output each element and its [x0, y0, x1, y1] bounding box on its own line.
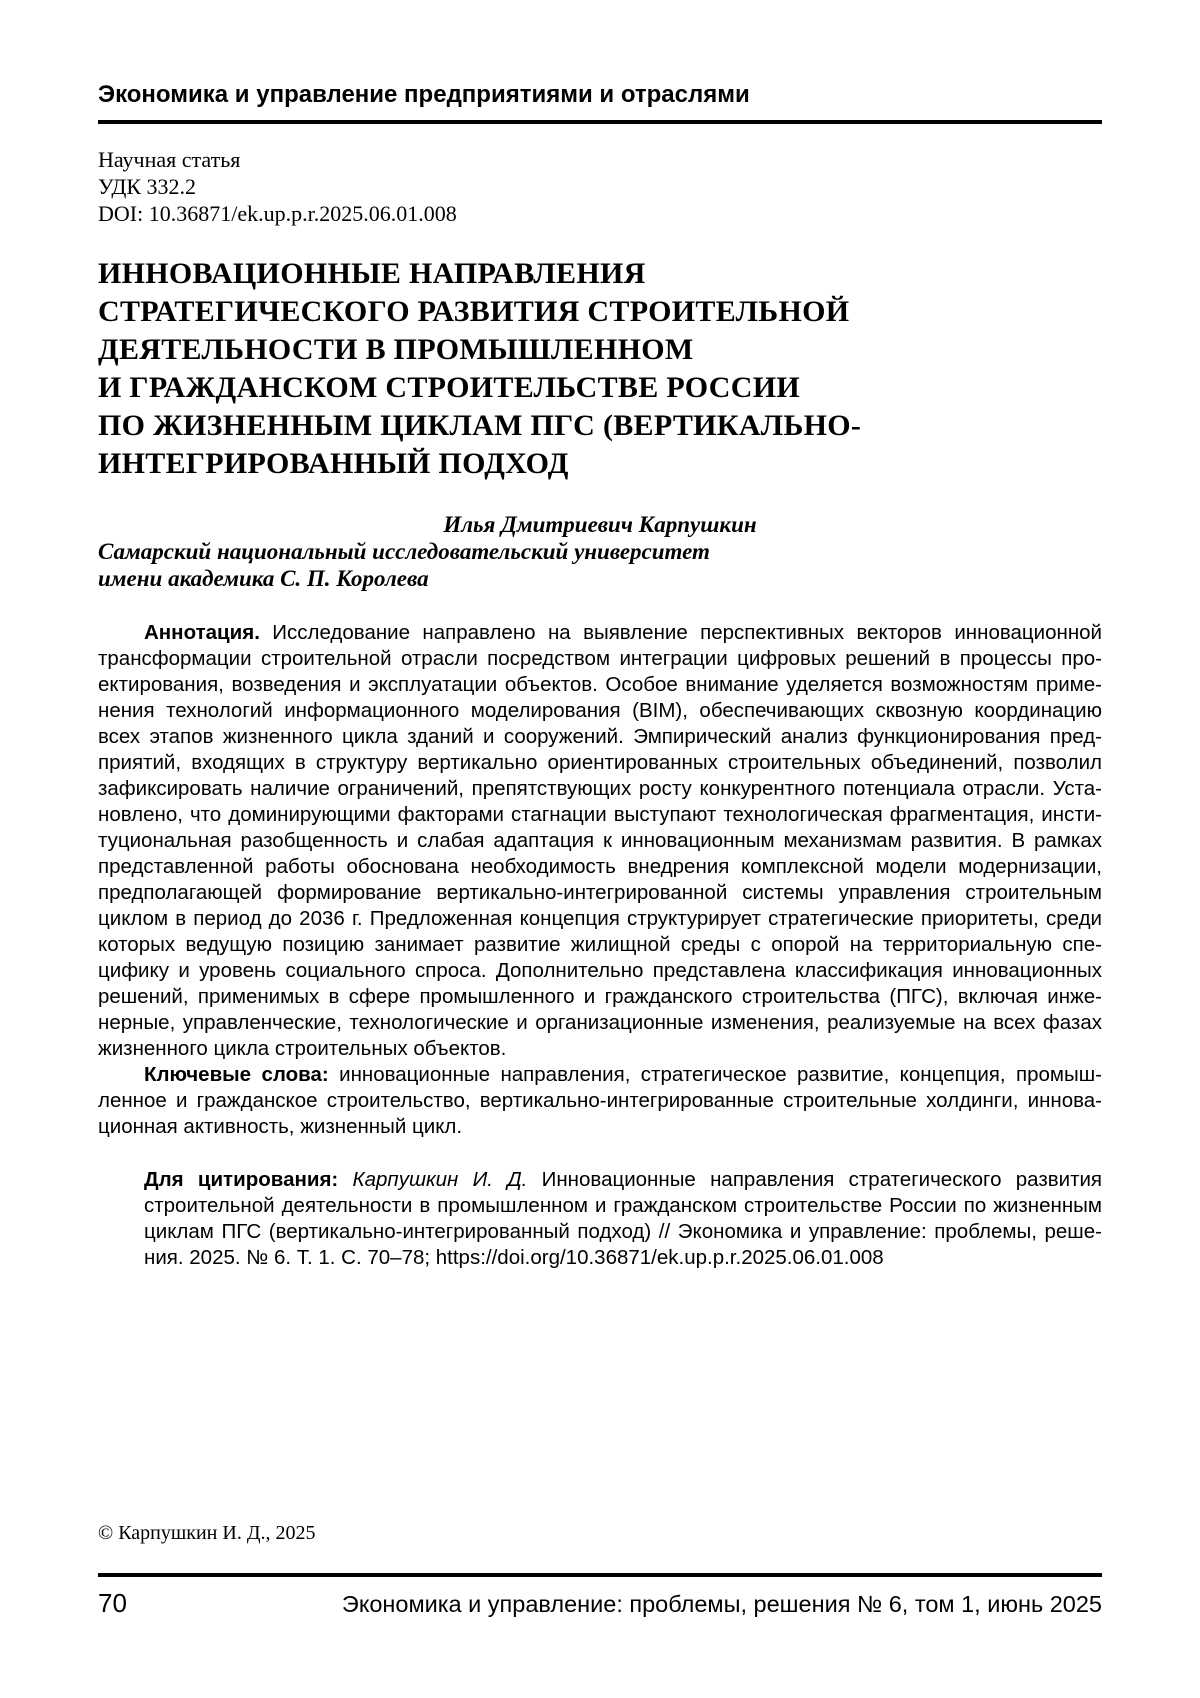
text-line: строительной деятельности в промышленном и гражданском строительстве России по жизненным: [144, 1194, 1102, 1217]
copyright-notice: © Карпушкин И. Д., 2025: [98, 1522, 316, 1544]
article-meta: [98, 146, 1102, 227]
footer-rule: [98, 1573, 1102, 1577]
keywords-paragraph: [98, 1062, 1102, 1140]
author-affiliation: [98, 538, 1102, 592]
page-number: 70: [98, 1588, 127, 1618]
text-line: всех этапов жизненного цикла зданий и сооружений. Эмпирический анализ функционирования пред-: [98, 725, 1102, 748]
text-line: нерные, управленческие, технологические и организационные изменения, реализуемые на всех фазах: [98, 1011, 1102, 1034]
abstract-paragraph: [98, 620, 1102, 1062]
article-title: [98, 255, 1102, 483]
bold-label: Аннотация.: [144, 621, 260, 644]
text-line: ИНТЕГРИРОВАННЫЙ ПОДХОД: [98, 447, 569, 480]
text-line: новлено, что доминирующими факторами стагнации выступают технологическая фрагментация, инсти-: [98, 803, 1102, 826]
text-line: ектирования, возведения и эксплуатации объектов. Особое внимание уделяется возможностям приме-: [98, 673, 1102, 696]
text-line: предполагающей формирование вертикально-интегрированной системы управления строительным: [98, 881, 1102, 904]
header-rule: [98, 120, 1102, 124]
journal-issue-info: Экономика и управление: проблемы, решения № 6, том 1, июнь 2025: [341, 1591, 1102, 1617]
text-line: представленной работы обоснована необходимость внедрения комплексной модели модернизации,: [98, 855, 1102, 878]
text-line: зафиксировать наличие ограничений, препятствующих росту конкурентного потенциала отрасли. Уста-: [98, 777, 1102, 800]
text-line: которых ведущую позицию занимает развитие жилищной среды с опорой на территориальную спе-: [98, 933, 1102, 956]
citation-paragraph: [144, 1167, 1102, 1271]
text-line: циклам ПГС (вертикально-интегрированный подход) // Экономика и управление: проблемы, реше-: [144, 1220, 1102, 1243]
doi-label: DOI: 10.36871/ek.up.p.r.2025.06.01.008: [98, 201, 457, 226]
text-line: ДЕЯТЕЛЬНОСТИ В ПРОМЫШЛЕННОМ: [98, 333, 694, 366]
text-line: И ГРАЖДАНСКОМ СТРОИТЕЛЬСТВЕ РОССИИ: [98, 371, 801, 404]
text-line: ПО ЖИЗНЕННЫМ ЦИКЛАМ ПГС (ВЕРТИКАЛЬНО-: [98, 409, 862, 442]
text-line: Самарский национальный исследовательский университет: [98, 539, 710, 564]
text-line: циклом в период до 2036 г. Предложенная концепция структурирует стратегические приоритеты, среди: [98, 907, 1102, 930]
article-type-label: Научная статья: [98, 147, 241, 172]
text-line: цифику и уровень социального спроса. Дополнительно представлена классификация инновационных: [98, 959, 1102, 982]
text-line: жизненного цикла строительных объектов.: [98, 1037, 507, 1060]
text-line: нения технологий информационного моделирования (BIM), обеспечивающих сквозную координацию: [98, 699, 1102, 722]
text-line: ИННОВАЦИОННЫЕ НАПРАВЛЕНИЯ: [98, 257, 646, 290]
text-line: приятий, входящих в структуру вертикально ориентированных строительных объединений, позволил: [98, 751, 1102, 774]
author-name: Илья Дмитриевич Карпушкин: [443, 512, 757, 537]
text-line: имени академика С. П. Королева: [98, 566, 429, 591]
page-footer: [98, 1588, 1102, 1619]
author-block: [98, 511, 1102, 592]
udc-label: УДК 332.2: [98, 174, 197, 199]
text-line: трансформации строительной отрасли посредством интеграции цифровых решений в процессы про-: [98, 647, 1102, 670]
text-line: СТРАТЕГИЧЕСКОГО РАЗВИТИЯ СТРОИТЕЛЬНОЙ: [98, 295, 850, 328]
italic-text: Карпушкин И. Д.: [338, 1168, 528, 1191]
text-line: решений, применимых в сфере промышленного и гражданского строительства (ПГС), включая инже-: [98, 985, 1102, 1008]
text-line: ционная активность, жизненный цикл.: [98, 1115, 463, 1138]
text-line: туциональная разобщенность и слабая адаптация к инновационным механизмам развития. В рамках: [98, 829, 1102, 852]
text-line: Ключевые слова: инновационные направления, стратегическое развитие, концепция, промыш-: [144, 1063, 1102, 1086]
bold-label: Ключевые слова:: [144, 1063, 329, 1086]
text-line: ленное и гражданское строительство, вертикально-интегрированные строительные холдинги, иннова-: [98, 1089, 1102, 1112]
text-line: ния. 2025. № 6. Т. 1. С. 70–78; https://doi.org/10.36871/ek.up.p.r.2025.06.01.008: [144, 1246, 884, 1269]
text-line: Аннотация. Исследование направлено на выявление перспективных векторов инновационной: [144, 621, 1102, 644]
text-line: Для цитирования: Карпушкин И. Д. Инновационные направления стратегического развития: [144, 1168, 1103, 1191]
journal-section-heading: Экономика и управление предприятиями и отраслями: [98, 81, 750, 108]
bold-label: Для цитирования:: [144, 1168, 339, 1191]
